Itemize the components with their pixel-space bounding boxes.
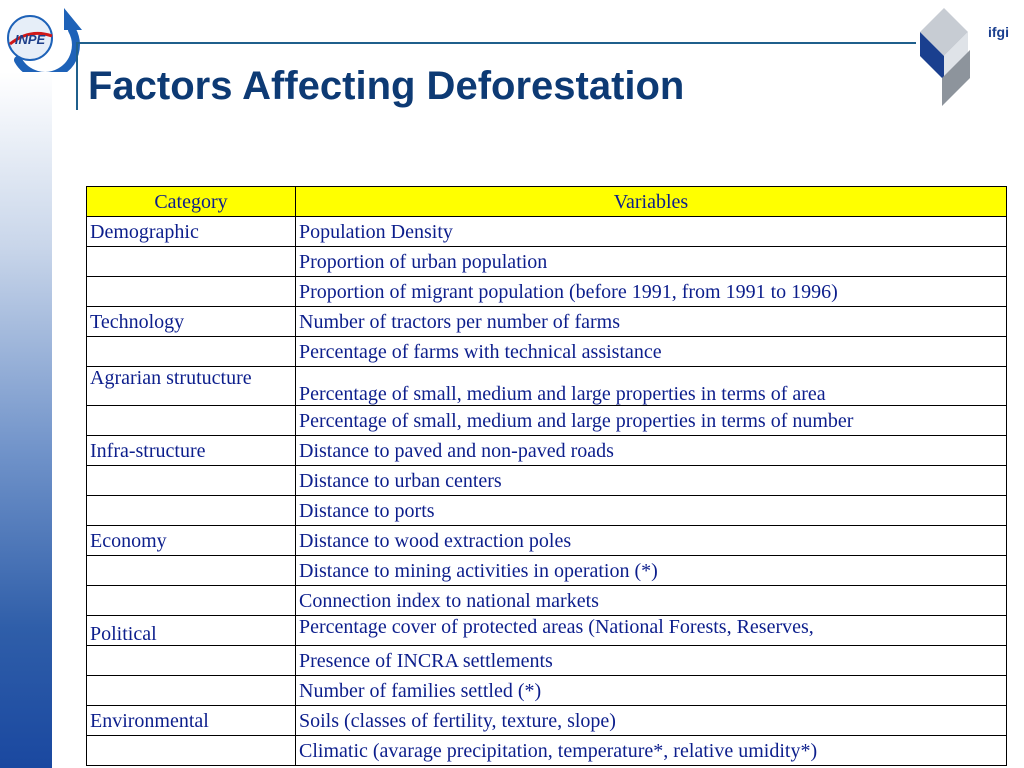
category-cell: Infra-structure: [87, 436, 296, 466]
inpe-logo: [0, 0, 88, 72]
category-cell: [87, 277, 296, 307]
table-header-row: [87, 187, 1007, 217]
table-row: [87, 676, 1007, 706]
column-header-variables: Variables: [296, 187, 1007, 217]
table-row: [87, 277, 1007, 307]
variable-cell: Distance to wood extraction poles: [296, 526, 1007, 556]
variable-cell: Number of families settled (*): [296, 676, 1007, 706]
category-cell: [87, 586, 296, 616]
category-cell: [87, 496, 296, 526]
category-cell: [87, 406, 296, 436]
category-cell: [87, 337, 296, 367]
variable-cell: Percentage of small, medium and large properties in terms of number: [296, 406, 1007, 436]
table-row: [87, 706, 1007, 736]
table-row: [87, 556, 1007, 586]
variable-cell: Number of tractors per number of farms: [296, 307, 1007, 337]
ifgi-logo-text: ifgi: [988, 24, 1009, 40]
variable-cell: Distance to paved and non-paved roads: [296, 436, 1007, 466]
category-cell: [87, 646, 296, 676]
table-row: [87, 247, 1007, 277]
variable-cell: Presence of INCRA settlements: [296, 646, 1007, 676]
table-row: [87, 526, 1007, 556]
variable-cell: Proportion of urban population: [296, 247, 1007, 277]
header-rule-vertical: [76, 42, 78, 110]
category-cell: Technology: [87, 307, 296, 337]
ifgi-logo: [912, 6, 1024, 110]
category-cell: [87, 676, 296, 706]
variable-cell: Soils (classes of fertility, texture, slope): [296, 706, 1007, 736]
category-cell: Agrarian strutucture: [87, 367, 296, 406]
table-row: [87, 307, 1007, 337]
column-header-category: Category: [87, 187, 296, 217]
factors-table: [86, 186, 1007, 766]
category-cell: [87, 556, 296, 586]
variable-cell: Distance to ports: [296, 496, 1007, 526]
table-row: [87, 736, 1007, 766]
page-title: Factors Affecting Deforestation: [88, 64, 685, 108]
table-row: [87, 367, 1007, 406]
variable-cell: Distance to urban centers: [296, 466, 1007, 496]
category-cell: [87, 466, 296, 496]
table-row: [87, 616, 1007, 646]
variable-cell: Distance to mining activities in operation (*): [296, 556, 1007, 586]
category-cell: Economy: [87, 526, 296, 556]
variable-cell: Percentage of farms with technical assistance: [296, 337, 1007, 367]
category-cell: [87, 247, 296, 277]
table-row: [87, 466, 1007, 496]
variable-cell: Percentage cover of protected areas (National Forests, Reserves,: [296, 616, 1007, 646]
variable-cell: Population Density: [296, 217, 1007, 247]
inpe-logo-text: INPE: [14, 32, 46, 47]
table-row: [87, 586, 1007, 616]
table-row: [87, 406, 1007, 436]
side-gradient-bar: [0, 72, 52, 768]
table-row: [87, 496, 1007, 526]
table-row: [87, 337, 1007, 367]
table-row: [87, 436, 1007, 466]
variable-cell: Connection index to national markets: [296, 586, 1007, 616]
category-cell: Political: [87, 616, 296, 646]
category-cell: Demographic: [87, 217, 296, 247]
variable-cell: Percentage of small, medium and large properties in terms of area: [296, 367, 1007, 406]
header-rule-horizontal: [76, 42, 916, 44]
table-row: [87, 217, 1007, 247]
variable-cell: Climatic (avarage precipitation, temperature*, relative umidity*): [296, 736, 1007, 766]
category-cell: Environmental: [87, 706, 296, 736]
variable-cell: Proportion of migrant population (before 1991, from 1991 to 1996): [296, 277, 1007, 307]
table-row: [87, 646, 1007, 676]
category-cell: [87, 736, 296, 766]
